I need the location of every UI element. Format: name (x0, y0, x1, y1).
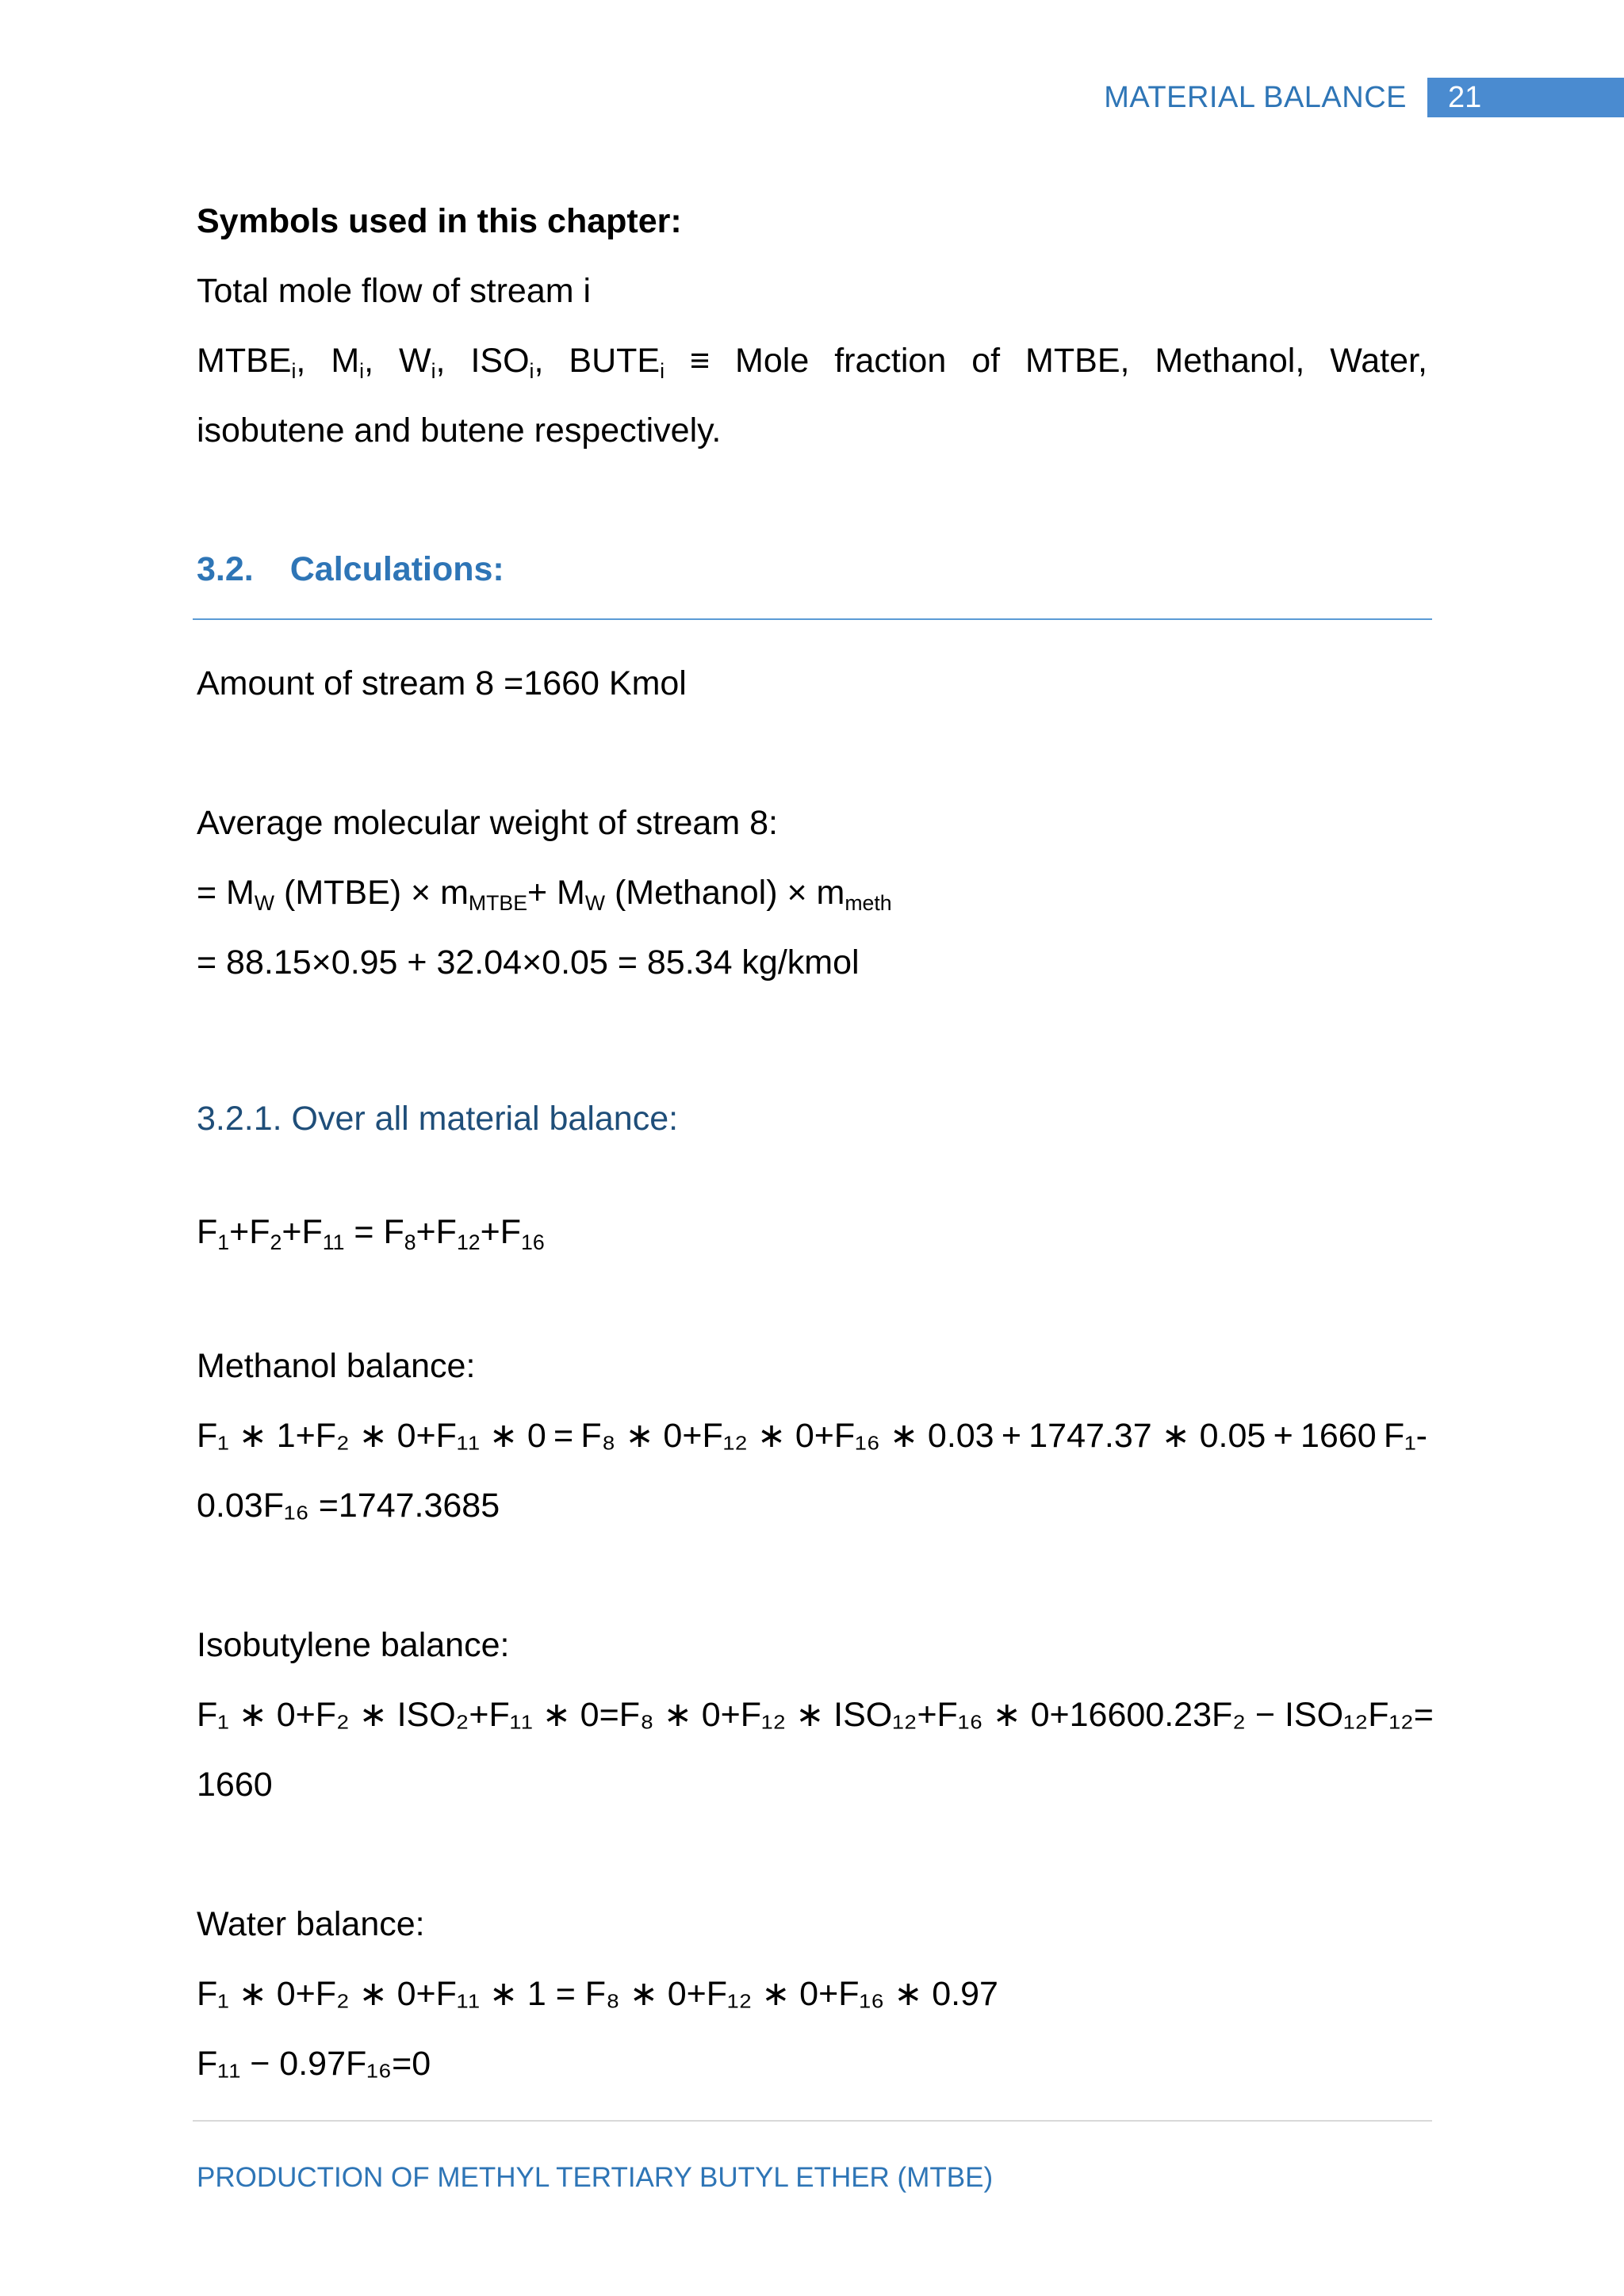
page-number: 21 (1427, 78, 1624, 117)
symbols-line-1: Total mole flow of stream i (197, 272, 592, 310)
avg-mw-equation-2: = 88.15×0.95 + 32.04×0.05 = 85.34 kg/kmol (197, 943, 860, 982)
section-number: 3.2. (197, 550, 254, 588)
word: of (971, 342, 1001, 380)
water-heading: Water balance: (197, 1905, 425, 1943)
methanol-equation-2: 0.03F₁₆ =1747.3685 (197, 1487, 500, 1525)
avg-mw-heading: Average molecular weight of stream 8: (197, 804, 778, 842)
section-rule (193, 618, 1432, 620)
avg-mw-equation-1: = $M_W$ (MTBE) × $m_{MTBE}+ M_W$ (Methanol) × $m_{meth}$ (197, 874, 892, 915)
water-equation-2: F₁₁ − 0.97F₁₆=0 (197, 2045, 431, 2083)
word: Methanol, (1155, 342, 1305, 380)
symbol-iso: $ISO_i$, (470, 342, 544, 383)
word: MTBE, (1025, 342, 1130, 380)
word: Mole (735, 342, 810, 380)
symbols-line-2 (197, 340, 1427, 381)
symbol-bute: $BUTE_i$ (569, 342, 665, 383)
word: fraction (834, 342, 947, 380)
methanol-equation-1: F₁ ∗ 1+F₂ ∗ 0+F₁₁ ∗ 0 = F₈ ∗ 0+F₁₂ ∗ 0+F₁₆ ∗ 0.03 + 1747.37 ∗ 0.05 + 1660 F₁- (197, 1417, 1427, 1455)
symbol-methanol: $M_i$, (331, 342, 374, 383)
overall-balance-equation: $F_1+F_2+F_{11} = F_8+F_{12}+F_{16}$ (197, 1213, 545, 1254)
water-equation-1: F₁ ∗ 0+F₂ ∗ 0+F₁₁ ∗ 1 = F₈ ∗ 0+F₁₂ ∗ 0+F₁₆ ∗ 0.97 (197, 1975, 998, 2013)
running-header-title: MATERIAL BALANCE (1104, 80, 1407, 114)
isobutylene-equation-1: F₁ ∗ 0+F₂ ∗ ISO₂+F₁₁ ∗ 0 = F₈ ∗ 0+F₁₂ ∗ ISO₁₂+F₁₆ ∗ 0 + 1660 0.23F₂ − ISO₁₂F₁₂ = (197, 1696, 1434, 1734)
section-title: Calculations: (289, 550, 504, 588)
symbols-heading: Symbols used in this chapter: (197, 202, 682, 240)
isobutylene-equation-2: 1660 (197, 1766, 273, 1804)
word: Water, (1330, 342, 1427, 380)
methanol-heading: Methanol balance: (197, 1347, 476, 1385)
page-header (1104, 78, 1624, 117)
symbol-water: $W_i$, (399, 342, 446, 383)
amount-of-stream: Amount of stream 8 =1660 Kmol (197, 664, 687, 702)
symbols-line-3: isobutene and butene respectively. (197, 411, 722, 450)
isobutylene-heading: Isobutylene balance: (197, 1626, 510, 1664)
page-footer: PRODUCTION OF METHYL TERTIARY BUTYL ETHER (MTBE) (197, 2162, 994, 2193)
subsection-heading: 3.2.1. Over all material balance: (197, 1100, 679, 1138)
symbol-mtbe: $MTBE_i$, (197, 342, 306, 383)
footer-rule (193, 2120, 1432, 2122)
symbol-equiv: ≡ (689, 342, 710, 380)
section-heading (197, 549, 504, 590)
